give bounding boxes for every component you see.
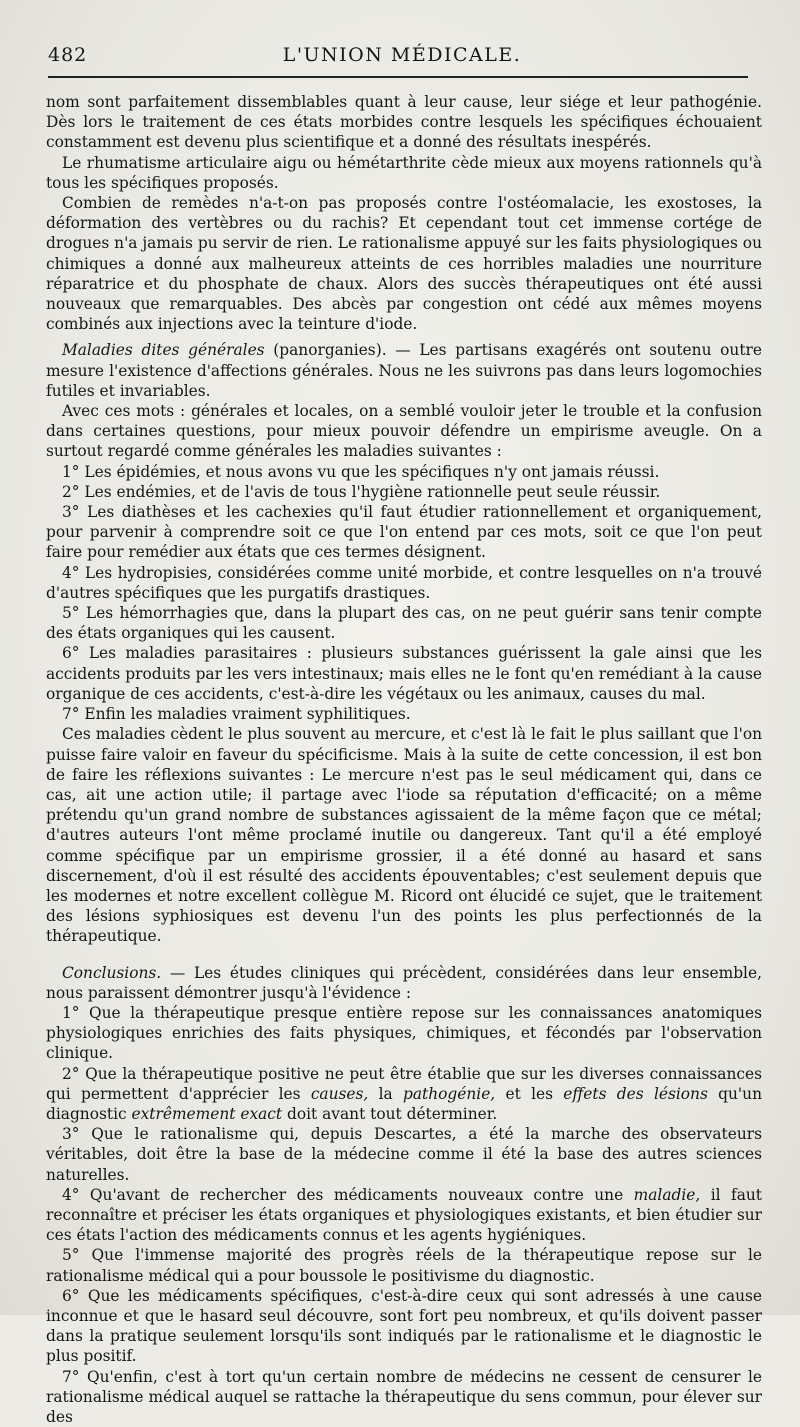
text-run: qu'un diagnostic — [46, 1084, 762, 1123]
text-run: il faut reconnaître et préciser les états organiques et physiologiques existants, et bien étudier sur ces états l'action des médicaments connus et les agents hygiéniques. — [46, 1185, 762, 1245]
italic-text: pathogénie, — [403, 1084, 496, 1103]
section-heading: Conclusions. — [62, 963, 162, 982]
list-item: 3° Les diathèses et les cachexies qu'il faut étudier rationnellement et organiquement, pour parvenir à comprendre soit ce que l'on entend par ces mots, soit ce que l'on peut faire pour remédier aux états que ces termes désignent. — [46, 503, 762, 562]
text-run: doit avant tout déterminer. — [282, 1104, 498, 1123]
section-text: (panorganies). — Les partisans exagérés ont soutenu outre mesure l'existence d'affections générales. Nous ne les suivrons pas dans leurs logomochies futiles et invariables. — [46, 341, 762, 400]
list-item: 1° Les épidémies, et nous avons vu que les spécifiques n'y ont jamais réussi. — [62, 462, 660, 481]
list-item: 7° Enfin les maladies vraiment syphilitiques. — [62, 705, 411, 724]
list-item: 4° Les hydropisies, considérées comme unité morbide, et contre lesquelles on n'a trouvé d'autres spécifiques que les purgatifs drastiques. — [46, 563, 762, 602]
list-item: 5° Les hémorrhagies que, dans la plupart des cas, on ne peut guérir sans tenir compte des états organiques qui les causent. — [46, 604, 762, 643]
section-text: — Les études cliniques qui précèdent, considérées dans leur ensemble, nous paraissent démontrer jusqu'à l'évidence : — [46, 963, 762, 1002]
text-run: et les — [495, 1084, 564, 1103]
list-item — [46, 1064, 762, 1125]
paragraph: Le rhumatisme articulaire aigu ou hémétarthrite cède mieux aux moyens rationnels qu'à tous les spécifiques proposés. — [46, 153, 762, 192]
paragraph: Combien de remèdes n'a-t-on pas proposés contre l'ostéomalacie, les exostoses, la déformation des vertèbres ou du rachis? Et cependant tout cet immense cortége de drogues n'a jamais pu servir de rien. Le rationalisme appuyé sur les faits physiologiques ou chimiques a donné aux malheureux atteints de ces horribles maladies une nourriture réparatrice et du phosphate de chaux. Alors des succès thérapeutiques ont été aussi nouveaux que remarquables. Des abcès par congestion ont cédé aux mêmes moyens combinés aux injections avec la teinture d'iode. — [46, 194, 762, 334]
text-run: 4° Qu'avant de rechercher des médicaments nouveaux contre une — [62, 1185, 634, 1204]
journal-title: L'UNION MÉDICALE. — [282, 44, 522, 66]
running-header — [46, 0, 758, 70]
header-rule — [48, 76, 748, 78]
italic-text: effets des lésions — [563, 1084, 708, 1103]
list-item: 6° Les maladies parasitaires : plusieurs substances guérissent la gale ainsi que les accidents produits par les vers intestinaux; mais elles ne le font qu'en remédiant à la cause organique de ces accidents, c'est-à-dire les végétaux ou les animaux, causes du mal. — [46, 644, 762, 703]
list-item: 2° Les endémies, et de l'avis de tous l'hygiène rationnelle peut seule réussir. — [62, 482, 661, 501]
paragraph: Avec ces mots : générales et locales, on a semblé vouloir jeter le trouble et la confusion dans certaines questions, pour mieux pouvoir défendre un empirisme aveugle. On a surtout regardé comme générales les maladies suivantes : — [46, 402, 762, 461]
list-item: 1° Que la thérapeutique presque entière repose sur les connaissances anatomiques physiologiques enrichies des faits physiques, chimiques, et fécondés par l'observation clinique. — [46, 1003, 762, 1063]
text-run: la — [368, 1084, 404, 1103]
body-text — [46, 92, 762, 1427]
section-heading: Maladies dites générales — [62, 341, 265, 360]
section-conclusions — [46, 963, 762, 1003]
text-run: 2° Que la thérapeutique positive ne peut être établie que sur les diverses connaissances qui permettent d'apprécier les — [46, 1064, 762, 1103]
list-item: 5° Que l'immense majorité des progrès réels de la thérapeutique repose sur le rationalisme médical qui a pour boussole le positivisme du diagnostic. — [46, 1246, 762, 1285]
italic-text: extrêmement exact — [131, 1104, 283, 1123]
italic-text: maladie, — [633, 1185, 701, 1204]
paragraph: Ces maladies cèdent le plus souvent au mercure, et c'est là le fait le plus saillant que l'on puisse faire valoir en faveur du spécificisme. Mais à la suite de cette concession, il est bon de faire les réflexions suivantes : Le mercure n'est pas le seul médicament qui, dans ce cas, ait une action utile; il partage avec l'iode sa réputation d'efficacité; on a même prétendu qu'un grand nombre de substances agissaient de la même façon que ce métal; d'autres auteurs l'ont même proclamé inutile ou dangereux. Tant qu'il a été employé comme spécifique par un empirisme grossier, il a été donné au hasard et sans discernement, d'où il est résulté des accidents épouventables; c'est seulement depuis que les modernes et notre excellent collègue M. Ricord ont élucidé ce sujet, que le traitement des lésions syphiosiques est devenu l'un des points les plus perfectionnés de la thérapeutique. — [46, 725, 762, 946]
section-maladies-generales — [46, 340, 762, 401]
page-number: 482 — [48, 44, 88, 66]
italic-text: causes, — [310, 1084, 369, 1103]
list-item: 3° Que le rationalisme qui, depuis Descartes, a été la marche des observateurs véritables, doit être la base de la médecine comme il été la base des autres sciences naturelles. — [46, 1125, 762, 1184]
list-item: 6° Que les médicaments spécifiques, c'est-à-dire ceux qui sont adressés à une cause inconnue et que le hasard seul découvre, sont fort peu nombreux, et qu'ils doivent passer dans la pratique seulement lorsqu'ils sont indiqués par le rationalisme et le diagnostic le plus positif. — [46, 1286, 762, 1366]
list-item: 7° Qu'enfin, c'est à tort qu'un certain nombre de médecins ne cessent de censurer le rationalisme médical auquel se rattache la thérapeutique du sens commun, pour élever sur des — [46, 1367, 762, 1426]
paragraph: nom sont parfaitement dissemblables quant à leur cause, leur siége et leur pathogénie. Dès lors le traitement de ces états morbides contre lesquels les spécifiques échouaient constamment est devenu plus scientifique et a donné des résultats inespérés. — [46, 93, 762, 152]
list-item — [46, 1185, 762, 1246]
